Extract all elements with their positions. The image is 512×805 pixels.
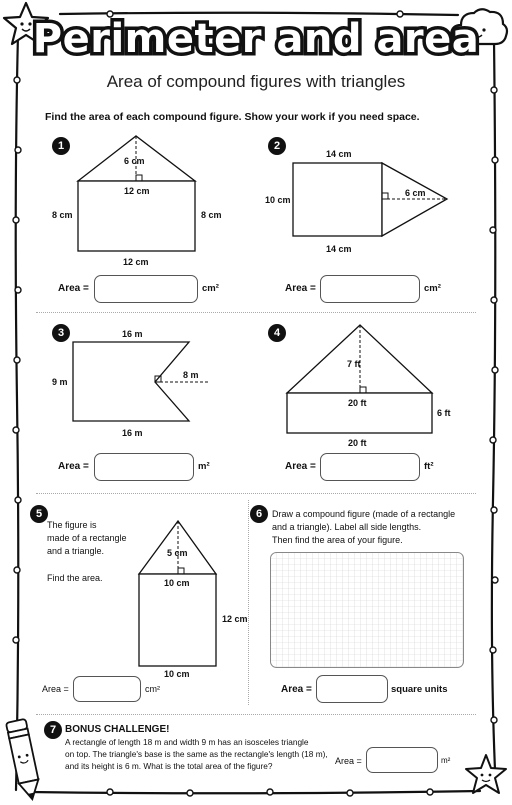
problem-2-left-label: 10 cm <box>265 195 291 205</box>
problem-1-unit: cm² <box>202 283 219 294</box>
problem-5-base-label: 10 cm <box>164 578 190 588</box>
problem-3-left-label: 9 m <box>52 377 68 387</box>
problem-6-unit: square units <box>391 684 448 695</box>
bonus-heading: BONUS CHALLENGE! <box>65 724 170 735</box>
problem-6-area-label: Area = <box>281 684 312 695</box>
problem-5-text-2: made of a rectangle <box>47 533 127 543</box>
problem-1-area-label: Area = <box>58 283 89 294</box>
problem-3-unit: m² <box>198 461 210 472</box>
problem-7-text-3: and its height is 6 m. What is the total area of the figure? <box>65 761 273 771</box>
problem-7-text-2: on top. The triangle's base is the same as the rectangle's length (18 m), <box>65 749 328 759</box>
problem-3-number: 3 <box>52 324 70 342</box>
problem-5-area-label: Area = <box>42 684 69 694</box>
problem-2-number: 2 <box>268 137 286 155</box>
problem-4-right-label: 6 ft <box>437 408 451 418</box>
problem-3-notch-label: 8 m <box>183 370 199 380</box>
problem-1-left-label: 8 cm <box>52 210 73 220</box>
problem-5-bottom-label: 10 cm <box>164 669 190 679</box>
problem-3-bottom-label: 16 m <box>122 428 143 438</box>
pencil-icon <box>2 716 46 804</box>
problem-5-unit: cm² <box>145 684 160 694</box>
problem-4-number: 4 <box>268 324 286 342</box>
problem-2-top-label: 14 cm <box>326 149 352 159</box>
problem-2-area-label: Area = <box>285 283 316 294</box>
problem-3-top-label: 16 m <box>122 329 143 339</box>
problem-1-right-label: 8 cm <box>201 210 222 220</box>
problem-2-triangle-label: 6 cm <box>405 188 426 198</box>
problem-6-text-3: Then find the area of your figure. <box>272 535 403 545</box>
divider-row-3 <box>36 714 476 715</box>
problem-1-bottom-label: 12 cm <box>123 257 149 267</box>
problem-5-text-3: and a triangle. <box>47 546 105 556</box>
problem-5-height-label: 5 cm <box>167 548 188 558</box>
problem-1-number: 1 <box>52 137 70 155</box>
problem-5-number: 5 <box>30 505 48 523</box>
problem-7-text-1: A rectangle of length 18 m and width 9 m has an isosceles triangle <box>65 737 309 747</box>
problem-3-area-label: Area = <box>58 461 89 472</box>
problem-6-text-1: Draw a compound figure (made of a rectangle <box>272 509 456 519</box>
problem-1-base-label: 12 cm <box>124 186 150 196</box>
problem-6-text-2: and a triangle). Label all side lengths. <box>272 522 422 532</box>
problem-5-find: Find the area. <box>47 573 103 583</box>
star-icon <box>462 752 510 800</box>
problem-6-answer-box[interactable] <box>316 675 388 703</box>
problem-7-unit: m² <box>441 756 451 765</box>
problem-2-bottom-label: 14 cm <box>326 244 352 254</box>
problem-2-unit: cm² <box>424 283 441 294</box>
problem-4-unit: ft² <box>424 461 434 472</box>
problem-6-number: 6 <box>250 505 268 523</box>
instructions: Find the area of each compound figure. Show your work if you need space. <box>45 111 420 123</box>
page-title: Perimeter and area <box>32 16 480 62</box>
problem-7-answer-box[interactable] <box>366 747 438 773</box>
page-subtitle: Area of compound figures with triangles <box>106 72 406 91</box>
problem-5-answer-box[interactable] <box>73 676 141 702</box>
problem-7-area-label: Area = <box>335 756 362 766</box>
problem-4-height-label: 7 ft <box>347 359 361 369</box>
problem-1-height-label: 6 cm <box>124 156 145 166</box>
problem-4-base-label: 20 ft <box>348 398 367 408</box>
problem-4-bottom-label: 20 ft <box>348 438 367 448</box>
problem-5-right-label: 12 cm <box>222 614 248 624</box>
problem-6-drawing-grid[interactable] <box>270 552 464 668</box>
problem-5-text-1: The figure is <box>47 520 97 530</box>
problem-4-area-label: Area = <box>285 461 316 472</box>
problem-7-number: 7 <box>44 721 62 739</box>
